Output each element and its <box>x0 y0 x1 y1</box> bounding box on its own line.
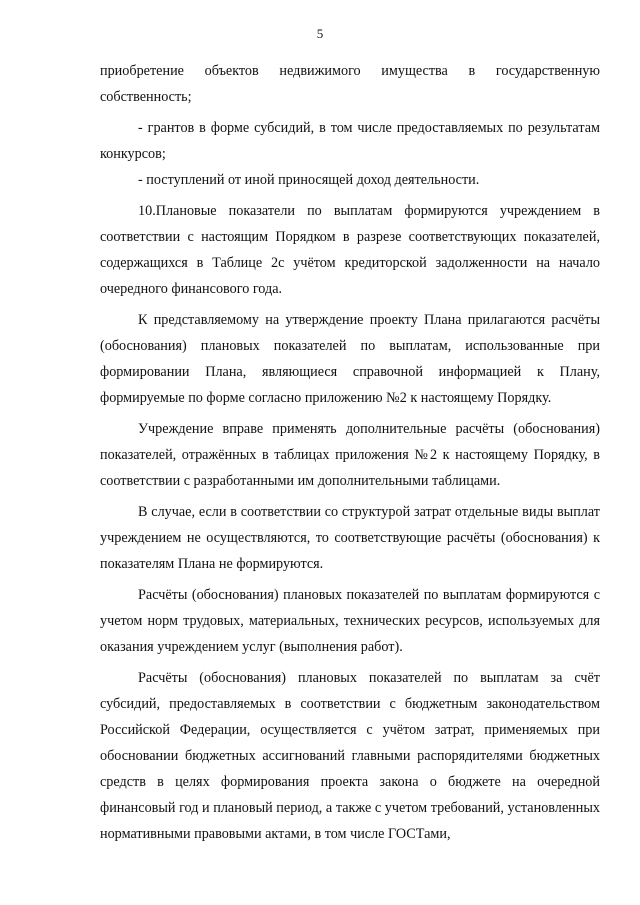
paragraph-8: Расчёты (обоснования) плановых показателей по выплатам формируются с учетом норм трудовых, материальных, технических ресурсов, используемых для оказания учреждением услуг (выполнения работ). <box>100 587 600 655</box>
paragraph-6: Учреждение вправе применять дополнительные расчёты (обоснования) показателей, отражённых в таблицах приложения №2 к настоящему Порядку, в соответствии с разработанными им дополнительными таблицами. <box>100 421 600 489</box>
paragraph-3: - поступлений от иной приносящей доход деятельности. <box>138 172 480 188</box>
page-number: 5 <box>316 26 324 41</box>
paragraph-2: - грантов в форме субсидий, в том числе предоставляемых по результатам конкурсов; <box>100 120 600 162</box>
paragraph-4: 10.Плановые показатели по выплатам формируются учреждением в соответствии с настоящим Порядком в разрезе соответствующих показателей, содержащихся в Таблице 2с учётом кредиторской задолженности на начало очередного финансового года. <box>100 203 600 297</box>
paragraph-7: В случае, если в соответствии со структурой затрат отдельные виды выплат учреждением не осуществляются, то соответствующие расчёты (обоснования) к показателям Плана не формируются. <box>100 504 600 572</box>
document-body <box>100 58 600 847</box>
paragraph-9: Расчёты (обоснования) плановых показателей по выплатам за счёт субсидий, предоставляемых в соответствии с бюджетным законодательством Российской Федерации, осуществляется с учётом затрат, применяемых при обосновании бюджетных ассигнований главными распорядителями бюджетных средств в целях формирования проекта закона о бюджете на очередной финансовый год и плановый период, а также с учетом требований, установленных нормативными правовыми актами, в том числе ГОСТами, <box>100 670 600 842</box>
paragraph-1: приобретение объектов недвижимого имущества в государственную собственность; <box>100 63 600 105</box>
paragraph-5: К представляемому на утверждение проекту Плана прилагаются расчёты (обоснования) плановых показателей по выплатам, использованные при формировании Плана, являющиеся справочной информацией к Плану, формируемые по форме согласно приложению №2 к настоящему Порядку. <box>100 312 600 406</box>
